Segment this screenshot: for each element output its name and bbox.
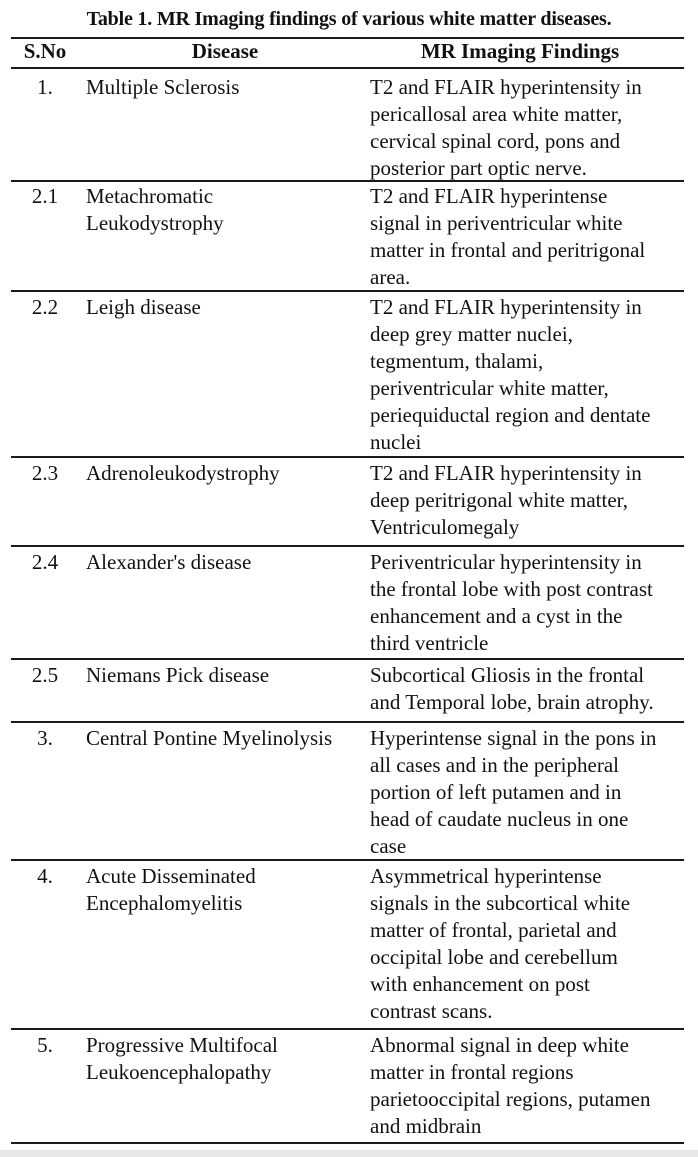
finding-line: third ventricle	[370, 631, 489, 655]
row-findings	[370, 74, 642, 182]
row-divider	[11, 1142, 684, 1144]
header-disease: Disease	[191, 39, 259, 63]
disease-line: Leukodystrophy	[86, 211, 224, 235]
finding-line: matter in frontal and peritrigonal	[370, 238, 646, 262]
row-divider	[11, 290, 684, 292]
row-findings	[370, 725, 656, 860]
finding-line: head of caudate nucleus in one	[370, 807, 629, 831]
disease-line: Multiple Sclerosis	[86, 75, 240, 99]
finding-line: T2 and FLAIR hyperintense	[370, 184, 608, 208]
row-divider	[11, 658, 684, 660]
row-disease	[86, 294, 201, 321]
row-disease	[86, 74, 239, 101]
finding-line: signal in periventricular white	[370, 211, 623, 235]
row-sno: 3.	[37, 726, 53, 750]
finding-line: with enhancement on post	[370, 972, 590, 996]
finding-line: cervical spinal cord, pons and	[370, 129, 621, 153]
row-sno: 2.1	[31, 184, 59, 208]
header-rule	[11, 67, 684, 69]
finding-line: contrast scans.	[370, 999, 493, 1023]
row-disease	[86, 725, 332, 752]
finding-line: T2 and FLAIR hyperintensity in	[370, 461, 642, 485]
finding-line: signals in the subcortical white	[370, 891, 631, 915]
row-divider	[11, 1028, 684, 1030]
row-findings	[370, 183, 645, 291]
row-disease	[86, 1032, 278, 1086]
row-findings	[370, 294, 650, 456]
header-sno: S.No	[23, 39, 67, 63]
finding-line: posterior part optic nerve.	[370, 156, 587, 180]
finding-line: occipital lobe and cerebellum	[370, 945, 618, 969]
row-findings	[370, 460, 642, 541]
row-findings	[370, 662, 654, 716]
row-sno: 1.	[37, 75, 53, 99]
finding-line: all cases and in the peripheral	[370, 753, 619, 777]
finding-line: the frontal lobe with post contrast	[370, 577, 653, 601]
disease-line: Niemans Pick disease	[86, 663, 270, 687]
row-disease	[86, 460, 280, 487]
row-findings	[370, 549, 653, 657]
finding-line: tegmentum, thalami,	[370, 349, 544, 373]
finding-line: Hyperintense signal in the pons in	[370, 726, 657, 750]
finding-line: Asymmetrical hyperintense	[370, 864, 602, 888]
finding-line: Subcortical Gliosis in the frontal	[370, 663, 645, 687]
row-sno: 4.	[37, 864, 53, 888]
finding-line: nuclei	[370, 430, 422, 454]
row-disease	[86, 549, 251, 576]
row-disease	[86, 863, 256, 917]
page-bottom-band	[0, 1150, 698, 1157]
disease-line: Leigh disease	[86, 295, 201, 319]
disease-line: Central Pontine Myelinolysis	[86, 726, 333, 750]
row-divider	[11, 180, 684, 182]
row-disease	[86, 662, 269, 689]
finding-line: enhancement and a cyst in the	[370, 604, 623, 628]
finding-line: portion of left putamen and in	[370, 780, 622, 804]
finding-line: Ventriculomegaly	[370, 515, 520, 539]
row-divider	[11, 456, 684, 458]
finding-line: and midbrain	[370, 1114, 482, 1138]
header-findings: MR Imaging Findings	[420, 39, 620, 63]
finding-line: deep peritrigonal white matter,	[370, 488, 629, 512]
row-divider	[11, 545, 684, 547]
finding-line: Abnormal signal in deep white	[370, 1033, 629, 1057]
row-divider	[11, 859, 684, 861]
disease-line: Encephalomyelitis	[86, 891, 243, 915]
disease-line: Metachromatic	[86, 184, 214, 208]
row-sno: 2.4	[31, 550, 59, 574]
row-sno: 2.2	[31, 295, 59, 319]
row-disease	[86, 183, 224, 237]
finding-line: matter in frontal regions	[370, 1060, 574, 1084]
table-caption: Table 1. MR Imaging findings of various white matter diseases.	[86, 8, 612, 30]
finding-line: and Temporal lobe, brain atrophy.	[370, 690, 654, 714]
disease-line: Acute Disseminated	[86, 864, 256, 888]
finding-line: matter of frontal, parietal and	[370, 918, 617, 942]
finding-line: T2 and FLAIR hyperintensity in	[370, 75, 642, 99]
row-sno: 5.	[37, 1033, 53, 1057]
disease-line: Alexander's disease	[86, 550, 252, 574]
row-findings	[370, 1032, 651, 1140]
row-findings	[370, 863, 630, 1025]
finding-line: deep grey matter nuclei,	[370, 322, 573, 346]
row-sno: 2.5	[31, 663, 59, 687]
finding-line: periequiductal region and dentate	[370, 403, 651, 427]
finding-line: periventricular white matter,	[370, 376, 609, 400]
finding-line: Periventricular hyperintensity in	[370, 550, 642, 574]
finding-line: parietooccipital regions, putamen	[370, 1087, 651, 1111]
disease-line: Progressive Multifocal	[86, 1033, 278, 1057]
finding-line: pericallosal area white matter,	[370, 102, 623, 126]
disease-line: Leukoencephalopathy	[86, 1060, 272, 1084]
finding-line: case	[370, 834, 407, 858]
row-divider	[11, 721, 684, 723]
row-sno: 2.3	[31, 461, 59, 485]
finding-line: area.	[370, 265, 411, 289]
finding-line: T2 and FLAIR hyperintensity in	[370, 295, 642, 319]
disease-line: Adrenoleukodystrophy	[86, 461, 280, 485]
